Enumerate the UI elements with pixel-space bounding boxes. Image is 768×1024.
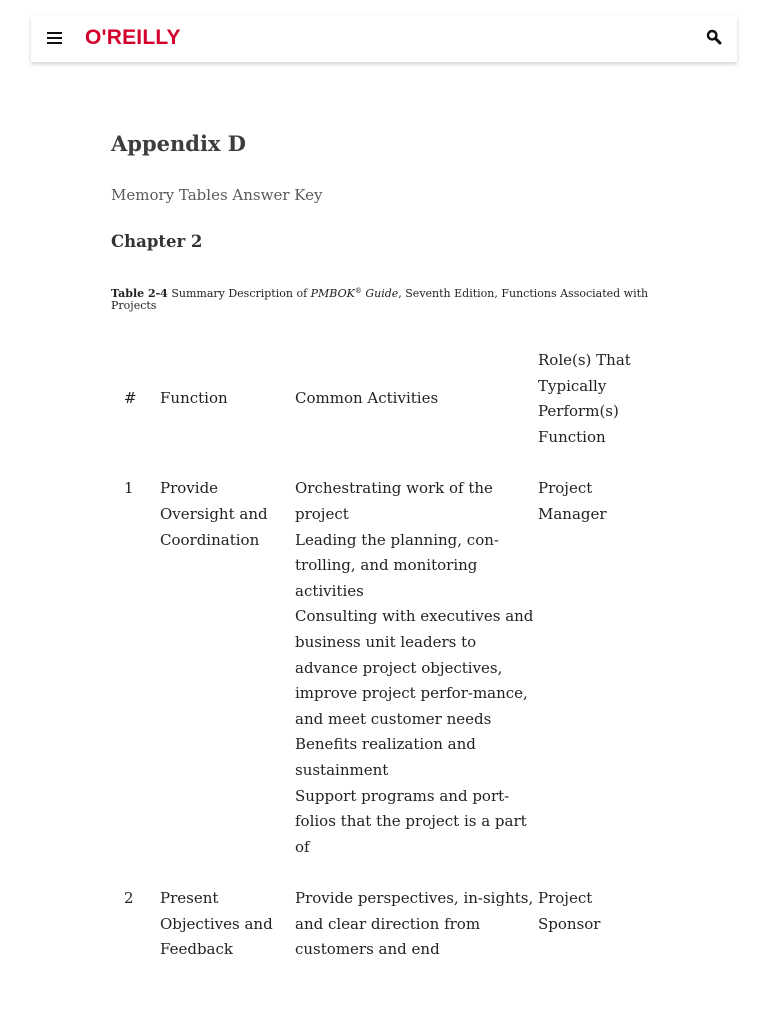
activity-item: Benefits realization and sustainment	[295, 735, 476, 779]
table-caption	[111, 288, 656, 312]
table-caption-label: Table 2-4	[111, 287, 168, 300]
row-roles: Project Sponsor	[538, 889, 601, 933]
header-number: #	[124, 389, 137, 408]
top-navigation-bar	[31, 15, 737, 62]
row-function: Provide Oversight and Coordination	[160, 479, 268, 549]
book-content	[111, 129, 656, 959]
row-activities	[295, 886, 538, 989]
chapter-heading: Chapter 2	[111, 232, 203, 251]
activity-item: Consulting with executives and business unit leaders to advance project objectives, improve project perfor-mance, and meet customer needs	[295, 607, 534, 728]
table-header-row	[111, 348, 656, 476]
table-caption-italic-pre: PMBOK	[310, 287, 355, 300]
row-activities	[295, 476, 538, 886]
functions-table	[111, 348, 656, 989]
registered-mark: ®	[354, 287, 362, 295]
row-function: Present Objectives and Feedback	[160, 889, 273, 959]
activity-item: Leading the planning, con-trolling, and monitoring activities	[295, 530, 499, 600]
table-caption-text-before: Summary Description of	[167, 287, 311, 300]
activity-item: Orchestrating work of the project	[295, 479, 493, 523]
header-activities: Common Activities	[295, 389, 439, 408]
table-caption-text-after: , Seventh Edition, Functions Associated with Projects	[111, 287, 649, 312]
row-number: 2	[124, 889, 134, 908]
activity-item: Provide perspectives, in-sights, and clear direction from customers and end	[295, 889, 534, 959]
oreilly-logo[interactable]: O'REILLY	[85, 26, 181, 49]
row-number: 1	[124, 479, 134, 498]
table-row	[111, 476, 656, 886]
hamburger-menu-icon[interactable]	[47, 31, 62, 45]
page-title: Appendix D	[111, 131, 246, 156]
page-subtitle: Memory Tables Answer Key	[111, 186, 323, 204]
search-icon[interactable]	[706, 29, 722, 45]
row-roles: Project Manager	[538, 479, 607, 523]
table-row	[111, 886, 656, 989]
header-roles: Role(s) That Typically Perform(s) Function	[538, 351, 631, 446]
activity-item: Support programs and port-folios that the project is a part of	[295, 786, 527, 856]
header-function: Function	[160, 389, 228, 408]
table-caption-italic-post: Guide	[361, 287, 399, 300]
